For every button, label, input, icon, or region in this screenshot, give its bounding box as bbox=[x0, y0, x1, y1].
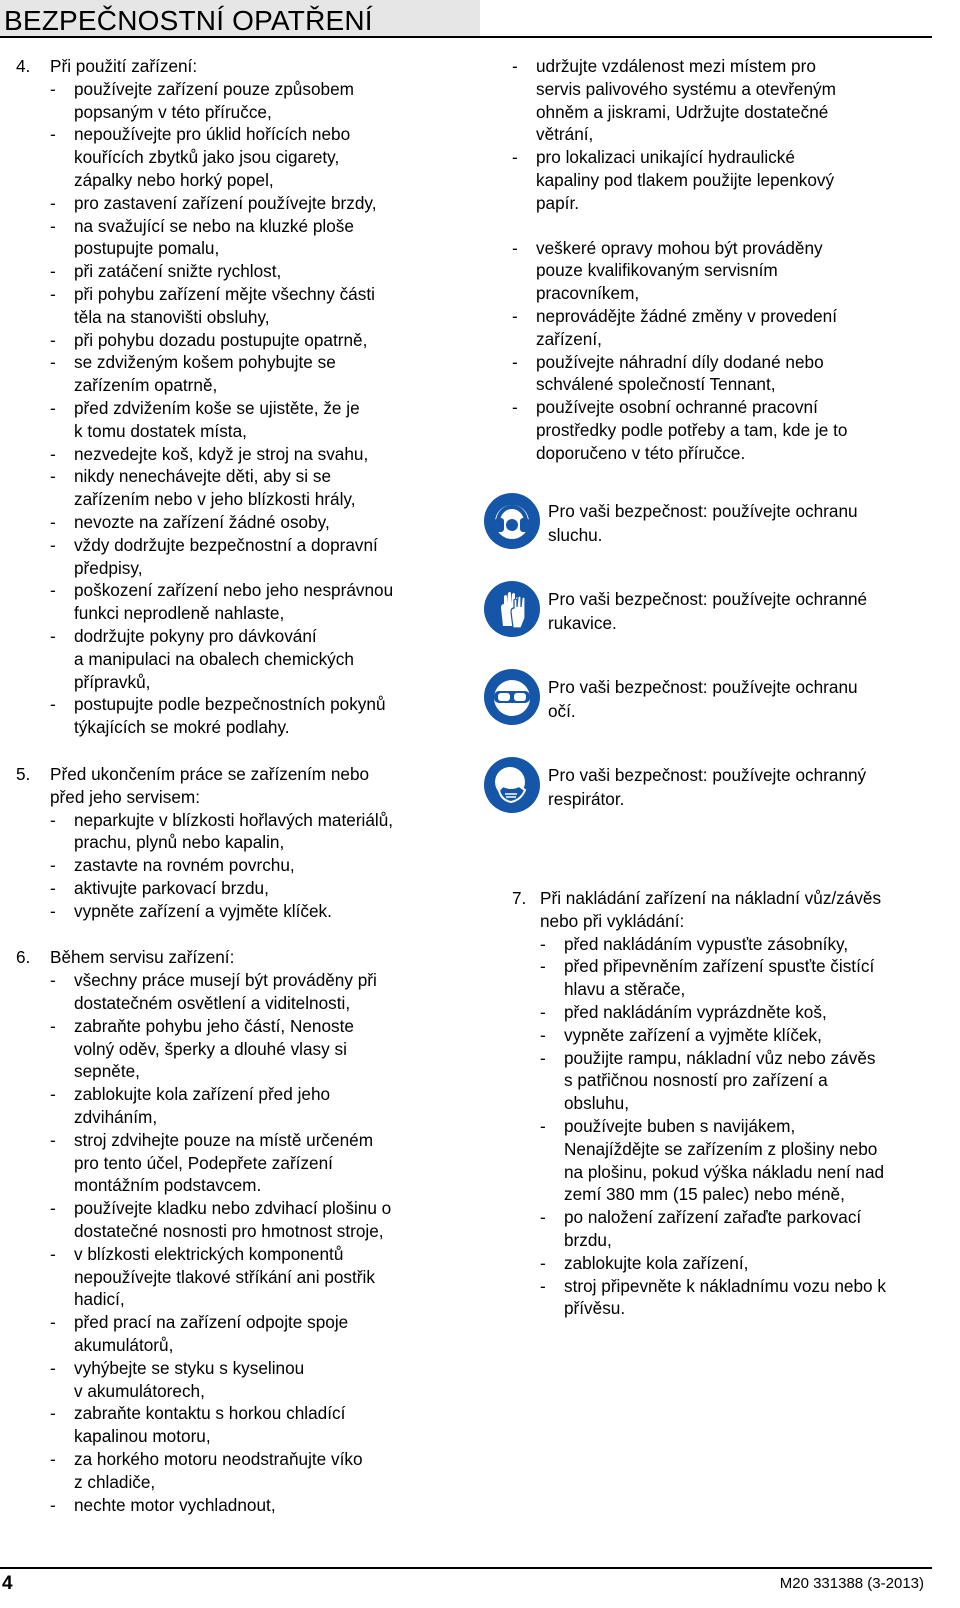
list-item-text: všechny práce musejí být prováděny při dostatečném osvětlení a viditelnosti, bbox=[74, 970, 377, 1014]
list-item bbox=[50, 625, 456, 693]
bullet-dash: - bbox=[50, 261, 56, 282]
list-item bbox=[50, 1494, 456, 1517]
list-item bbox=[540, 1252, 952, 1275]
list-item-text: vypněte zařízení a vyjměte klíček, bbox=[564, 1024, 822, 1045]
list-item-text: nepoužívejte pro úklid hořících nebo kouřících zbytků jako jsou cigarety, zápalky nebo horký popel, bbox=[74, 124, 351, 190]
eye-protection-icon bbox=[484, 669, 540, 725]
section-title: Před ukončením práce se zařízením nebo před jeho servisem: bbox=[50, 763, 370, 807]
list-item bbox=[50, 1083, 456, 1129]
list-item-text: nezvedejte koš, když je stroj na svahu, bbox=[74, 443, 369, 464]
list-item bbox=[50, 192, 456, 215]
service-list-b bbox=[512, 237, 952, 465]
ppe-text: Pro vaši bezpečnost: používejte ochranné rukavice. bbox=[548, 589, 868, 633]
list-item bbox=[540, 955, 952, 1001]
list-item bbox=[50, 465, 456, 511]
section-number: 5. bbox=[16, 763, 31, 784]
list-item-text: před nakládáním vypusťte zásobníky, bbox=[564, 933, 849, 954]
bullet-dash: - bbox=[50, 1084, 56, 1105]
bullet-dash: - bbox=[540, 1024, 546, 1045]
ppe-text: Pro vaši bezpečnost: používejte ochranu sluchu. bbox=[548, 501, 858, 545]
bullet-dash: - bbox=[512, 351, 518, 372]
bullet-dash: - bbox=[50, 1403, 56, 1424]
list-item-text: při zatáčení snižte rychlost, bbox=[74, 261, 282, 282]
bullet-dash: - bbox=[540, 933, 546, 954]
list-item-text: před prací na zařízení odpojte spoje akumulátorů, bbox=[74, 1312, 349, 1356]
bullet-dash: - bbox=[50, 1312, 56, 1333]
list-item bbox=[50, 809, 456, 855]
list-item bbox=[50, 260, 456, 283]
ppe-row-hearing bbox=[484, 493, 934, 549]
bullet-dash: - bbox=[540, 1252, 546, 1273]
right-column-top bbox=[512, 55, 952, 465]
bullet-dash: - bbox=[50, 900, 56, 921]
bullet-dash: - bbox=[50, 534, 56, 555]
bullet-dash: - bbox=[540, 1001, 546, 1022]
gloves-icon bbox=[484, 581, 540, 637]
list-item-text: neprovádějte žádné změny v provedení zařízení, bbox=[536, 305, 837, 349]
list-item-text: po naložení zařízení zařaďte parkovací brzdu, bbox=[564, 1207, 862, 1250]
list-item-text: stroj připevněte k nákladnímu vozu nebo k přívěsu. bbox=[564, 1275, 886, 1319]
bullet-dash: - bbox=[50, 809, 56, 830]
bullet-dash: - bbox=[50, 1449, 56, 1470]
list-item bbox=[540, 1206, 952, 1252]
list-item bbox=[50, 1311, 456, 1357]
list-item bbox=[50, 1402, 456, 1448]
list-item bbox=[540, 1024, 952, 1047]
footer-rule bbox=[0, 1567, 932, 1569]
list-item-text: stroj zdvihejte pouze na místě určeném pro tento účel, Podepřete zařízení montážním podstavcem. bbox=[74, 1129, 374, 1196]
bullet-dash: - bbox=[50, 511, 56, 532]
list-item bbox=[50, 351, 456, 397]
ear-protection-icon bbox=[484, 493, 540, 549]
list-item-text: zablokujte kola zařízení, bbox=[564, 1252, 749, 1273]
list-item-text: aktivujte parkovací brzdu, bbox=[74, 877, 269, 898]
list-item-text: používejte zařízení pouze způsobem popsaným v této příručce, bbox=[74, 78, 354, 122]
page-title: BEZPEČNOSTNÍ OPATŘENÍ bbox=[4, 5, 373, 36]
bullet-dash: - bbox=[540, 1047, 546, 1068]
bullet-dash: - bbox=[50, 855, 56, 876]
list-item bbox=[50, 1197, 456, 1243]
bullet-dash: - bbox=[50, 1015, 56, 1036]
section-5 bbox=[16, 763, 456, 923]
list-item-text: vypněte zařízení a vyjměte klíček. bbox=[74, 900, 332, 921]
bullet-dash: - bbox=[50, 694, 56, 715]
section-number: 6. bbox=[16, 947, 31, 968]
list-item-text: používejte osobní ochranné pracovní prostředky podle potřeby a tam, kde je to doporučeno v této příručce. bbox=[536, 397, 848, 463]
list-item-text: zabraňte pohybu jeho částí, Nenoste volný oděv, šperky a dlouhé vlasy si sepněte, bbox=[74, 1015, 354, 1082]
list-item bbox=[50, 900, 456, 923]
list-item-text: poškození zařízení nebo jeho nesprávnou funkci neprodleně nahlaste, bbox=[74, 580, 394, 624]
bullet-dash: - bbox=[512, 397, 518, 418]
list-item bbox=[540, 1115, 952, 1206]
section-number: 4. bbox=[16, 56, 31, 76]
list-item-text: při pohybu dozadu postupujte opatrně, bbox=[74, 329, 368, 350]
bullet-dash: - bbox=[50, 78, 56, 99]
section-title: Při nakládání zařízení na nákladní vůz/závěs nebo při vykládání: bbox=[540, 888, 882, 931]
list-item-text: před připevněním zařízení spusťte čistící hlavu a stěrače, bbox=[564, 956, 875, 1000]
bullet-dash: - bbox=[50, 1494, 56, 1515]
list-item bbox=[50, 969, 456, 1015]
bullet-dash: - bbox=[50, 877, 56, 898]
list-item-text: používejte náhradní díly dodané nebo schválené společností Tennant, bbox=[536, 351, 824, 395]
list-item-text: používejte buben s navijákem, Nenajíždějte se zařízením z plošiny nebo na plošinu, pokud výška nákladu není nad zemí 380 mm (15 palec) nebo méně, bbox=[564, 1115, 885, 1205]
list-item-text: při pohybu zařízení mějte všechny části těla na stanovišti obsluhy, bbox=[74, 283, 375, 327]
list-item-text: nikdy nenechávejte děti, aby si se zařízením nebo v jeho blízkosti hrály, bbox=[74, 466, 356, 510]
list-item-text: dodržujte pokyny pro dávkování a manipulaci na obalech chemických přípravků, bbox=[74, 625, 354, 692]
bullet-dash: - bbox=[50, 1129, 56, 1150]
list-item bbox=[50, 443, 456, 466]
list-item-text: neparkujte v blízkosti hořlavých materiálů, prachu, plynů nebo kapalin, bbox=[74, 809, 394, 853]
list-item bbox=[50, 1448, 456, 1494]
section-title: Při použití zařízení: bbox=[50, 56, 198, 76]
list-item bbox=[50, 693, 456, 739]
bullet-dash: - bbox=[50, 215, 56, 236]
left-column bbox=[16, 55, 456, 1516]
list-item-text: nevozte na zařízení žádné osoby, bbox=[74, 511, 330, 532]
right-column-bottom bbox=[512, 887, 952, 1320]
bullet-dash: - bbox=[512, 56, 518, 76]
bullet-dash: - bbox=[50, 124, 56, 145]
ppe-row-eyes bbox=[484, 669, 934, 725]
list-item-text: zabraňte kontaktu s horkou chladící kapalinou motoru, bbox=[74, 1403, 346, 1447]
section-6 bbox=[16, 946, 456, 1516]
list-item bbox=[512, 146, 952, 214]
list-item bbox=[50, 1129, 456, 1197]
ppe-text: Pro vaši bezpečnost: používejte ochranu očí. bbox=[548, 677, 858, 721]
list-item bbox=[512, 237, 952, 305]
bullet-dash: - bbox=[540, 956, 546, 977]
list-item bbox=[50, 78, 456, 124]
list-item bbox=[50, 329, 456, 352]
list-item bbox=[50, 534, 456, 580]
list-item-text: používejte kladku nebo zdvihací plošinu o dostatečné nosnosti pro hmotnost stroje, bbox=[74, 1198, 392, 1242]
bullet-dash: - bbox=[540, 1207, 546, 1228]
list-item bbox=[512, 351, 952, 397]
bullet-dash: - bbox=[50, 352, 56, 373]
list-item bbox=[512, 396, 952, 464]
header-rule bbox=[0, 36, 932, 38]
section-number: 7. bbox=[512, 888, 527, 908]
list-item bbox=[540, 1047, 952, 1115]
ppe-row-respirator bbox=[484, 757, 934, 813]
section-4 bbox=[16, 55, 456, 739]
list-item-text: se zdviženým košem pohybujte se zařízením opatrně, bbox=[74, 352, 336, 396]
bullet-dash: - bbox=[50, 580, 56, 601]
list-item-text: vždy dodržujte bezpečnostní a dopravní předpisy, bbox=[74, 534, 378, 578]
list-item bbox=[50, 123, 456, 191]
service-list-a bbox=[512, 55, 952, 215]
ppe-row-gloves bbox=[484, 581, 934, 637]
bullet-dash: - bbox=[50, 283, 56, 304]
ppe-text: Pro vaši bezpečnost: používejte ochranný respirátor. bbox=[548, 765, 867, 809]
respirator-icon bbox=[484, 757, 540, 813]
list-item-text: použijte rampu, nákladní vůz nebo závěs s patřičnou nosností pro zařízení a obsluhu, bbox=[564, 1047, 876, 1114]
list-item bbox=[50, 1015, 456, 1083]
bullet-dash: - bbox=[50, 1357, 56, 1378]
bullet-dash: - bbox=[50, 397, 56, 418]
list-item-text: veškeré opravy mohou být prováděny pouze kvalifikovaným servisním pracovníkem, bbox=[536, 237, 823, 304]
bullet-dash: - bbox=[50, 970, 56, 991]
section-6-heading bbox=[16, 946, 456, 969]
list-item bbox=[540, 1275, 952, 1321]
list-item-text: zastavte na rovném povrchu, bbox=[74, 855, 295, 876]
bullet-dash: - bbox=[50, 625, 56, 646]
bullet-dash: - bbox=[512, 305, 518, 326]
section-title: Během servisu zařízení: bbox=[50, 947, 235, 968]
section-7-list bbox=[512, 933, 952, 1321]
list-item bbox=[50, 1243, 456, 1311]
section-4-list bbox=[16, 78, 456, 739]
list-item-text: udržujte vzdálenost mezi místem pro servis palivového systému a otevřeným ohněm a jiskrami, Udržujte dostatečné větrání, bbox=[536, 56, 836, 145]
list-item bbox=[540, 1001, 952, 1024]
section-4-heading bbox=[16, 55, 456, 78]
bullet-dash: - bbox=[540, 1275, 546, 1296]
list-item-text: zablokujte kola zařízení před jeho zdviháním, bbox=[74, 1084, 331, 1128]
list-item bbox=[50, 877, 456, 900]
list-item-text: před zdvižením koše se ujistěte, že je k tomu dostatek místa, bbox=[74, 397, 360, 441]
list-item-text: vyhýbejte se styku s kyselinou v akumulátorech, bbox=[74, 1357, 305, 1401]
list-item bbox=[512, 305, 952, 351]
list-item-text: postupujte podle bezpečnostních pokynů týkajících se mokré podlahy. bbox=[74, 694, 386, 738]
list-item bbox=[50, 511, 456, 534]
list-item-text: nechte motor vychladnout, bbox=[74, 1494, 276, 1515]
bullet-dash: - bbox=[50, 466, 56, 487]
bullet-dash: - bbox=[540, 1115, 546, 1136]
list-item bbox=[50, 397, 456, 443]
bullet-dash: - bbox=[50, 192, 56, 213]
list-item bbox=[512, 55, 952, 146]
list-item-text: pro zastavení zařízení používejte brzdy, bbox=[74, 192, 377, 213]
document-code: M20 331388 (3-2013) bbox=[779, 1575, 924, 1592]
list-item bbox=[50, 215, 456, 261]
list-item-text: pro lokalizaci unikající hydraulické kapaliny pod tlakem použijte lepenkový papír. bbox=[536, 147, 835, 213]
list-item bbox=[50, 854, 456, 877]
bullet-dash: - bbox=[50, 1243, 56, 1264]
list-item bbox=[50, 579, 456, 625]
list-item-text: před nakládáním vyprázdněte koš, bbox=[564, 1001, 827, 1022]
page-number: 4 bbox=[2, 1573, 13, 1594]
section-5-heading bbox=[16, 763, 456, 809]
list-item bbox=[540, 933, 952, 956]
bullet-dash: - bbox=[512, 237, 518, 258]
list-item bbox=[50, 283, 456, 329]
list-item-text: v blízkosti elektrických komponentů nepoužívejte tlakové stříkání ani postřik hadicí, bbox=[74, 1243, 375, 1310]
bullet-dash: - bbox=[50, 1198, 56, 1219]
bullet-dash: - bbox=[50, 329, 56, 350]
section-5-list bbox=[16, 809, 456, 923]
section-6-list bbox=[16, 969, 456, 1516]
list-item-text: za horkého motoru neodstraňujte víko z chladiče, bbox=[74, 1449, 363, 1492]
list-item-text: na svažující se nebo na kluzké ploše postupujte pomalu, bbox=[74, 215, 354, 259]
section-7 bbox=[512, 887, 952, 1320]
list-item bbox=[50, 1357, 456, 1403]
section-7-heading bbox=[512, 887, 952, 933]
bullet-dash: - bbox=[512, 147, 518, 168]
bullet-dash: - bbox=[50, 443, 56, 464]
